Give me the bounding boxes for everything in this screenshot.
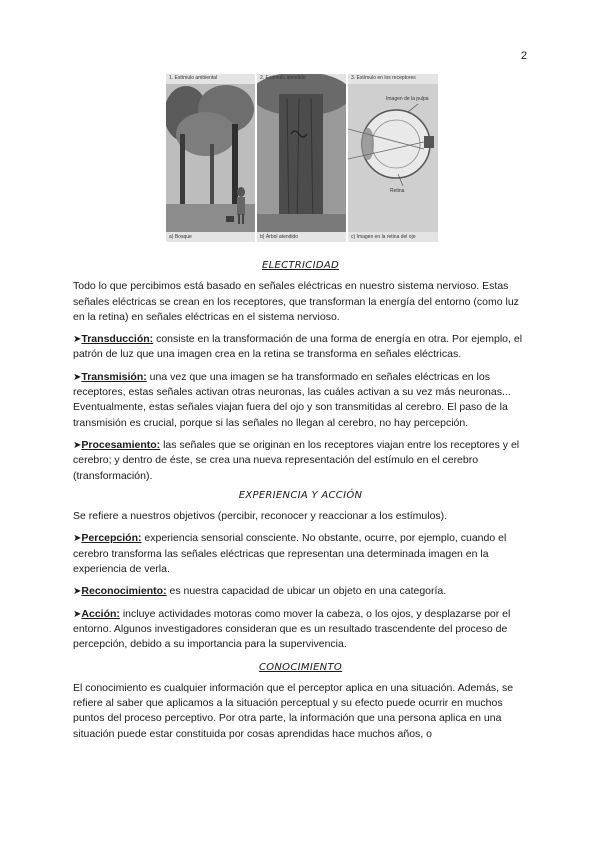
panel3-caption-top: 3. Estímulo en los receptores <box>351 75 416 81</box>
panel1-caption-top: 1. Estímulo ambiental <box>169 75 218 81</box>
electricidad-intro: Todo lo que percibimos está basado en señales eléctricas en nuestro sistema nervioso. Estas señales eléctricas se crean en los receptores, que transforman la energía del entorno (como luz en la retina) en señales eléctricas en el sistema nervioso. <box>73 280 519 323</box>
term-transduccion: Transducción: <box>81 333 154 346</box>
perception-figure <box>166 74 438 242</box>
item-accion <box>73 607 528 653</box>
eye-panel <box>348 74 438 242</box>
eye-label-pulpa: Imagen de la pulpa <box>386 96 429 102</box>
text-accion: incluye actividades motoras como mover la cabeza, o los ojos, y desplazarse por el entorno. Algunos investigadores consideran que es un resultado trascendente del proceso de percepción, debido a su importancia para la supervivencia. <box>73 607 511 651</box>
forest-image <box>166 74 255 242</box>
term-percepcion: Percepción: <box>81 532 142 545</box>
page-number: 2 <box>520 50 527 62</box>
tree-panel <box>257 74 346 242</box>
arrow-bullet-icon: ➤ <box>73 586 82 598</box>
panel1-caption-bottom: a) Bosque <box>169 234 192 240</box>
document-body <box>73 258 528 749</box>
experiencia-intro: Se refiere a nuestros objetivos (percibir, reconocer y reaccionar a los estímulos). <box>73 510 448 523</box>
item-percepcion <box>73 531 528 577</box>
term-accion: Acción: <box>81 607 120 620</box>
eye-label-retina: Retina <box>390 188 405 194</box>
item-procesamiento <box>73 438 528 484</box>
term-transmision: Transmisión: <box>81 370 147 383</box>
tree-image <box>257 74 346 242</box>
arrow-bullet-icon: ➤ <box>73 439 82 451</box>
item-reconocimiento <box>73 584 528 599</box>
text-transmision: una vez que una imagen se ha transformado en señales eléctricas en los receptores, estas señales activan otras neuronas, las cuáles activan a su vez más neuronas... Eventualmente, estas señales viajan fuera del ojo y son transmitidas al cerebro. El paso de la transmisión es crucial, porque si las señales no llegan al cerebro, no hay percepción. <box>73 370 511 429</box>
heading-experiencia: EXPERIENCIA Y ACCIÓN <box>238 489 363 501</box>
panel2-caption-top: 2. Estímulo atendido <box>260 75 306 81</box>
arrow-bullet-icon: ➤ <box>73 371 82 383</box>
text-transduccion: consiste en la transformación de una forma de energía en otra. Por ejemplo, el patrón de luz que una imagen crea en la retina se transforma en señales eléctricas. <box>73 333 523 361</box>
item-transduccion <box>73 332 528 363</box>
panel2-caption-bottom: b) Árbol atendido <box>260 234 299 240</box>
panel3-caption-bottom: c) Imagen en la retina del ojo <box>351 234 416 240</box>
conocimiento-intro: El conocimiento es cualquier información que el perceptor aplica en una situación. Además, se refiere al saber que aplicamos a la situación perceptual y su efecto puede ocurrir en muchos puntos del proceso perceptivo. Por otra parte, la información que una persona aplica en una situación puede estar constituida por cosas aprendidas hace muchos años, o <box>73 681 514 740</box>
forest-panel <box>166 74 255 242</box>
heading-electricidad: ELECTRICIDAD <box>262 260 339 271</box>
text-reconocimiento: es nuestra capacidad de ubicar un objeto en una categoría. <box>166 585 447 598</box>
heading-conocimiento: CONOCIMIENTO <box>258 661 343 673</box>
arrow-bullet-icon: ➤ <box>73 334 82 346</box>
arrow-bullet-icon: ➤ <box>73 608 82 620</box>
term-reconocimiento: Reconocimiento: <box>81 585 167 598</box>
arrow-bullet-icon: ➤ <box>73 533 82 545</box>
text-procesamiento: las señales que se originan en los receptores viajan entre los receptores y el cerebro; y dentro de éste, se crea una nueva representación del estímulo en el cerebro (transformación). <box>73 438 520 482</box>
text-percepcion: experiencia sensorial consciente. No obstante, ocurre, por ejemplo, cuando el cerebro transforma las señales eléctricas que representan una determinada imagen en la experiencia de verla. <box>73 532 507 576</box>
item-transmision <box>73 370 528 431</box>
term-procesamiento: Procesamiento: <box>81 438 161 451</box>
